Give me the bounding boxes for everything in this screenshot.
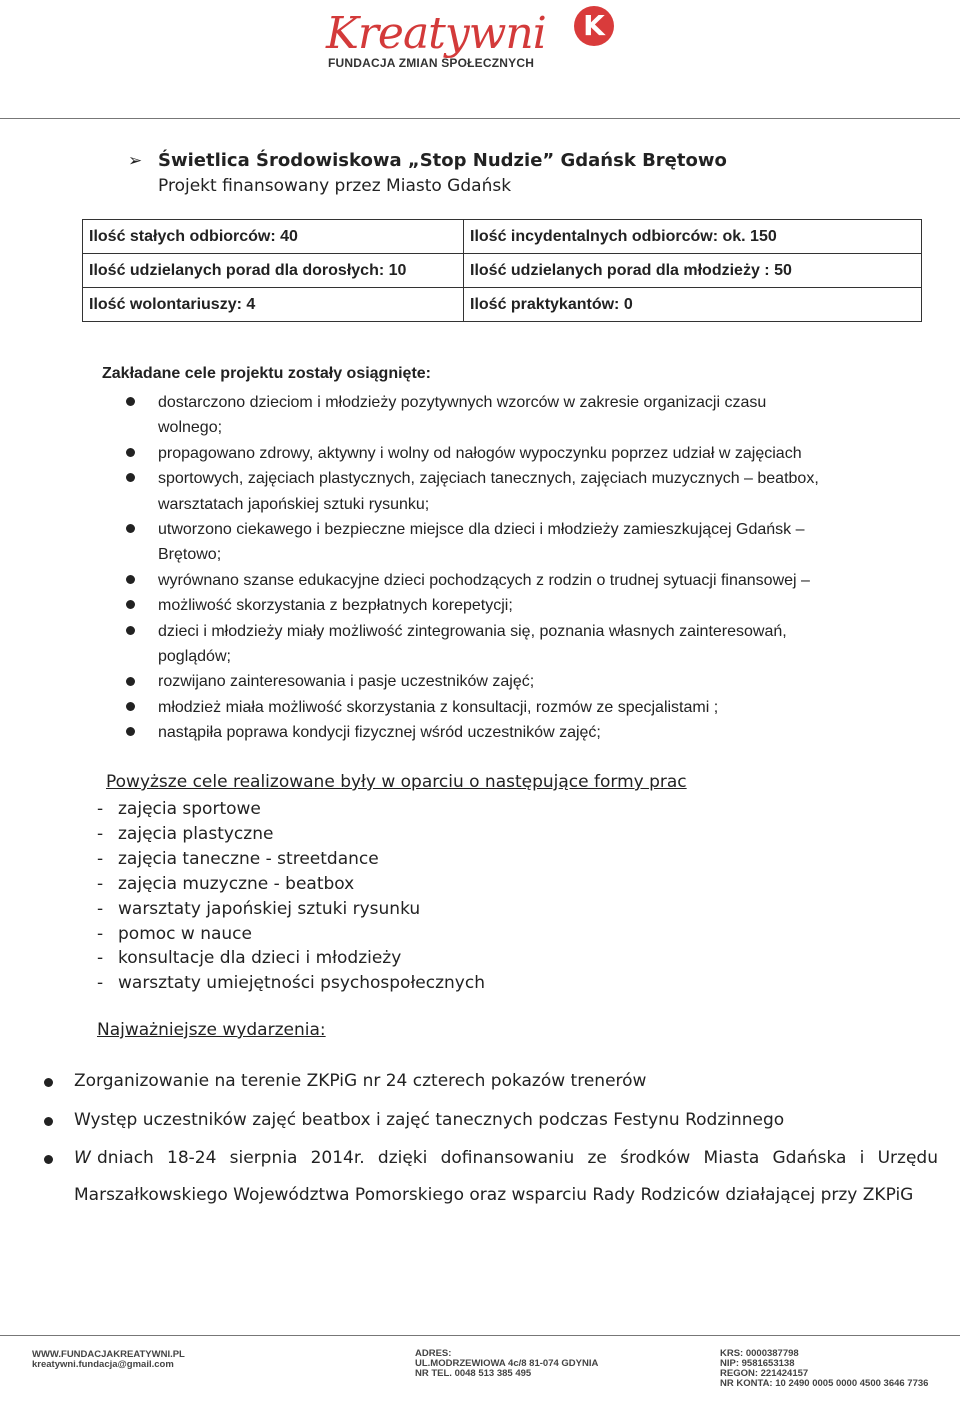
bullet-icon (126, 397, 135, 406)
bullet-icon (44, 1117, 53, 1126)
table-row (83, 288, 922, 322)
bullet-icon (126, 702, 135, 711)
list-item: - konsultacje dla dzieci i młodzieży (97, 948, 402, 969)
list-item: - zajęcia taneczne - streetdance (97, 848, 379, 869)
stat-cell: Ilość wolontariuszy: 4 (83, 288, 464, 322)
footer-regon: REGON: 221424157 (720, 1368, 809, 1379)
event-item: Zorganizowanie na terenie ZKPiG nr 24 czterech pokazów trenerów (74, 1071, 647, 1091)
list-item: poglądów; (158, 648, 231, 666)
arrow-bullet-icon: ➢ (128, 151, 143, 171)
bullet-icon (126, 448, 135, 457)
table-row (83, 220, 922, 254)
footer-phone: NR TEL. 0048 513 385 495 (415, 1368, 532, 1379)
bullet-icon (126, 575, 135, 584)
bullet-icon (44, 1078, 53, 1087)
foundation-logo (320, 0, 620, 80)
footer-address: UL.MODRZEWIOWA 4c/8 81-074 GDYNIA (415, 1358, 599, 1369)
footer-nip: NIP: 9581653138 (720, 1358, 795, 1369)
event-item-continuation: Marszałkowskiego Województwa Pomorskiego oraz wsparciu Rady Rodziców działającej przy ZKPiG (74, 1185, 914, 1205)
event-item: dniach 18-24 sierpnia 2014r. dzięki dofinansowaniu ze środków Miasta Gdańska i Urzędu (97, 1148, 938, 1168)
goals-heading: Zakładane cele projektu zostały osiągnięte: (102, 365, 431, 382)
footer-divider (0, 1335, 960, 1336)
list-item: utworzono ciekawego i bezpieczne miejsce dla dzieci i młodzieży zamieszkującej Gdańsk – (158, 521, 805, 539)
footer-email: kreatywni.fundacja@gmail.com (32, 1359, 174, 1370)
list-item: - warsztaty umiejętności psychospołecznych (97, 973, 485, 994)
logo-badge-icon: K (574, 6, 614, 46)
bullet-icon (44, 1155, 53, 1164)
bullet-icon (126, 677, 135, 686)
list-item: wolnego; (158, 419, 223, 437)
event-item: Występ uczestników zajęć beatbox i zajęć tanecznych podczas Festynu Rodzinnego (74, 1110, 785, 1130)
stat-cell: Ilość praktykantów: 0 (464, 288, 922, 322)
list-item: Brętowo; (158, 546, 222, 564)
event-item-initial: W (74, 1148, 91, 1168)
list-item: - zajęcia sportowe (97, 799, 261, 819)
list-item: dostarczono dzieciom i młodzieży pozytywnych wzorców w zakresie organizacji czasu (158, 394, 767, 411)
list-item: propagowano zdrowy, aktywny i wolny od nałogów wypoczynku poprzez udział w zajęciach (158, 444, 802, 462)
list-item: rozwijano zainteresowania i pasje uczestników zajęć; (158, 673, 535, 691)
stat-cell: Ilość udzielanych porad dla dorosłych: 10 (83, 254, 464, 288)
bullet-icon (126, 626, 135, 635)
list-item: młodzież miała możliwość skorzystania z konsultacji, rozmów ze specjalistami ; (158, 698, 719, 716)
footer-krs: KRS: 0000387798 (720, 1348, 799, 1359)
table-row (83, 254, 922, 288)
logo-subtitle: FUNDACJA ZMIAN SPOŁECZNYCH (328, 56, 535, 70)
footer-website: WWW.FUNDACJAKREATYWNI.PL (32, 1349, 185, 1360)
forms-list (97, 797, 485, 996)
list-item: możliwość skorzystania z bezpłatnych korepetycji; (158, 597, 513, 615)
stat-cell: Ilość udzielanych porad dla młodzieży : 50 (464, 254, 922, 288)
footer-account: NR KONTA: 10 2490 0005 0000 4500 3646 7736 (720, 1378, 929, 1389)
list-item: - warsztaty japońskiej sztuki rysunku (97, 898, 421, 919)
bullet-icon (126, 727, 135, 736)
header-divider (0, 118, 960, 119)
bullet-icon (126, 600, 135, 609)
stat-cell: Ilość stałych odbiorców: 40 (83, 220, 464, 254)
logo-wordmark: Kreatywni (326, 8, 546, 59)
list-item: - zajęcia muzyczne - beatbox (97, 873, 355, 894)
stats-table (82, 219, 922, 322)
list-item: - pomoc w nauce (97, 923, 252, 944)
bullet-icon (126, 524, 135, 533)
forms-heading: Powyższe cele realizowane były w oparciu o następujące formy prac (106, 772, 687, 792)
footer-address-label: ADRES: (415, 1348, 452, 1359)
list-item: - zajęcia plastyczne (97, 823, 274, 844)
goals-list (158, 390, 918, 746)
list-item: nastąpiła poprawa kondycji fizycznej wśród uczestników zajęć; (158, 724, 601, 742)
list-item: warsztatach japońskiej sztuki rysunku; (158, 495, 430, 513)
list-item: sportowych, zajęciach plastycznych, zajęciach tanecznych, zajęciach muzycznych – beatbox, (158, 470, 819, 488)
events-heading: Najważniejsze wydarzenia: (97, 1020, 326, 1040)
list-item: dzieci i młodzieży miały możliwość zintegrowania się, poznania własnych zainteresowań, (158, 622, 787, 640)
project-title: Świetlica Środowiskowa „Stop Nudzie” Gdańsk Brętowo (158, 150, 727, 171)
project-subtitle: Projekt finansowany przez Miasto Gdańsk (158, 176, 512, 196)
bullet-icon (126, 473, 135, 482)
stat-cell: Ilość incydentalnych odbiorców: ok. 150 (464, 220, 922, 254)
list-item: wyrównano szanse edukacyjne dzieci pochodzących z rodzin o trudnej sytuacji finansowej – (158, 571, 810, 589)
